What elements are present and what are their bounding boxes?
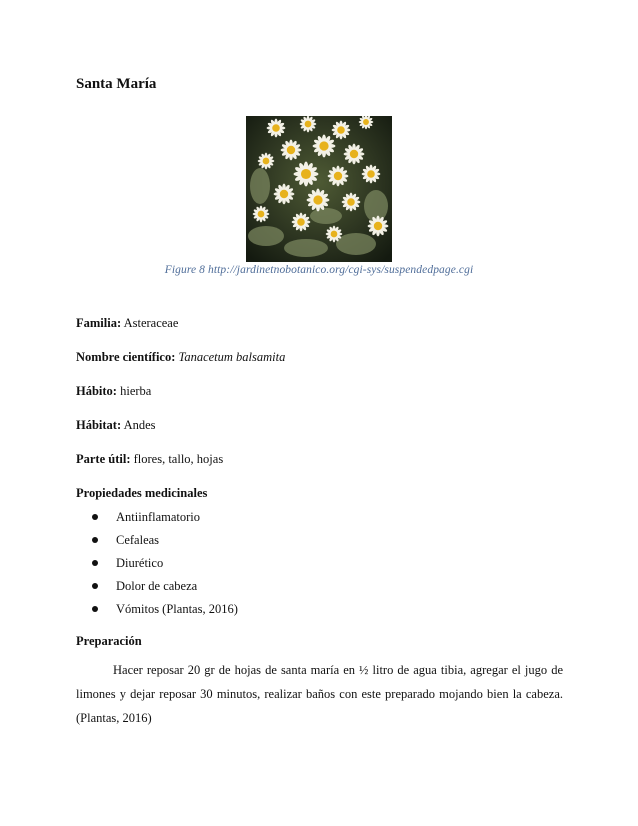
figure-caption: Figure 8 http://jardinetnobotanico.org/cgi-sys/suspendedpage.cgi (164, 264, 474, 276)
page-title: Santa María (76, 76, 157, 92)
field-value: Andes (123, 418, 156, 432)
list-item (92, 575, 238, 598)
bullet-icon (92, 583, 98, 589)
field-value: Asteraceae (123, 316, 179, 330)
preparation-heading: Preparación (76, 634, 142, 648)
field-label: Familia: (76, 316, 122, 330)
field-value: hierba (120, 384, 152, 398)
field-nombre-cientifico (76, 350, 285, 365)
field-habito (76, 384, 151, 399)
field-label: Parte útil: (76, 452, 131, 466)
properties-list (92, 506, 238, 621)
list-item-text: Dolor de cabeza (116, 579, 198, 593)
bullet-icon (92, 560, 98, 566)
field-label: Hábitat: (76, 418, 122, 432)
figure-image (246, 116, 392, 262)
chamomile-flowers-photo (246, 116, 392, 262)
field-familia (76, 316, 178, 331)
bullet-icon (92, 514, 98, 520)
field-label: Nombre científico: (76, 350, 176, 364)
bullet-icon (92, 606, 98, 612)
list-item (92, 529, 238, 552)
properties-heading: Propiedades medicinales (76, 486, 208, 500)
list-item (92, 506, 238, 529)
list-item-text: Cefaleas (116, 533, 160, 547)
field-value: flores, tallo, hojas (133, 452, 224, 466)
bullet-icon (92, 537, 98, 543)
list-item (92, 552, 238, 575)
field-habitat (76, 418, 156, 433)
field-label: Hábito: (76, 384, 117, 398)
field-parte-util (76, 452, 223, 467)
list-item-text: Antiinflamatorio (116, 510, 201, 524)
preparation-text: Hacer reposar 20 gr de hojas de santa maría en ½ litro de agua tibia, agregar el jugo de limones y dejar reposar 30 minutos, realizar baños con este preparado mojando bien la cabeza. (Plantas, 2016) (76, 663, 563, 725)
list-item (92, 598, 238, 621)
list-item-text: Diurético (116, 556, 164, 570)
list-item-text: Vómitos (Plantas, 2016) (116, 602, 238, 616)
field-value: Tanacetum balsamita (178, 350, 286, 364)
